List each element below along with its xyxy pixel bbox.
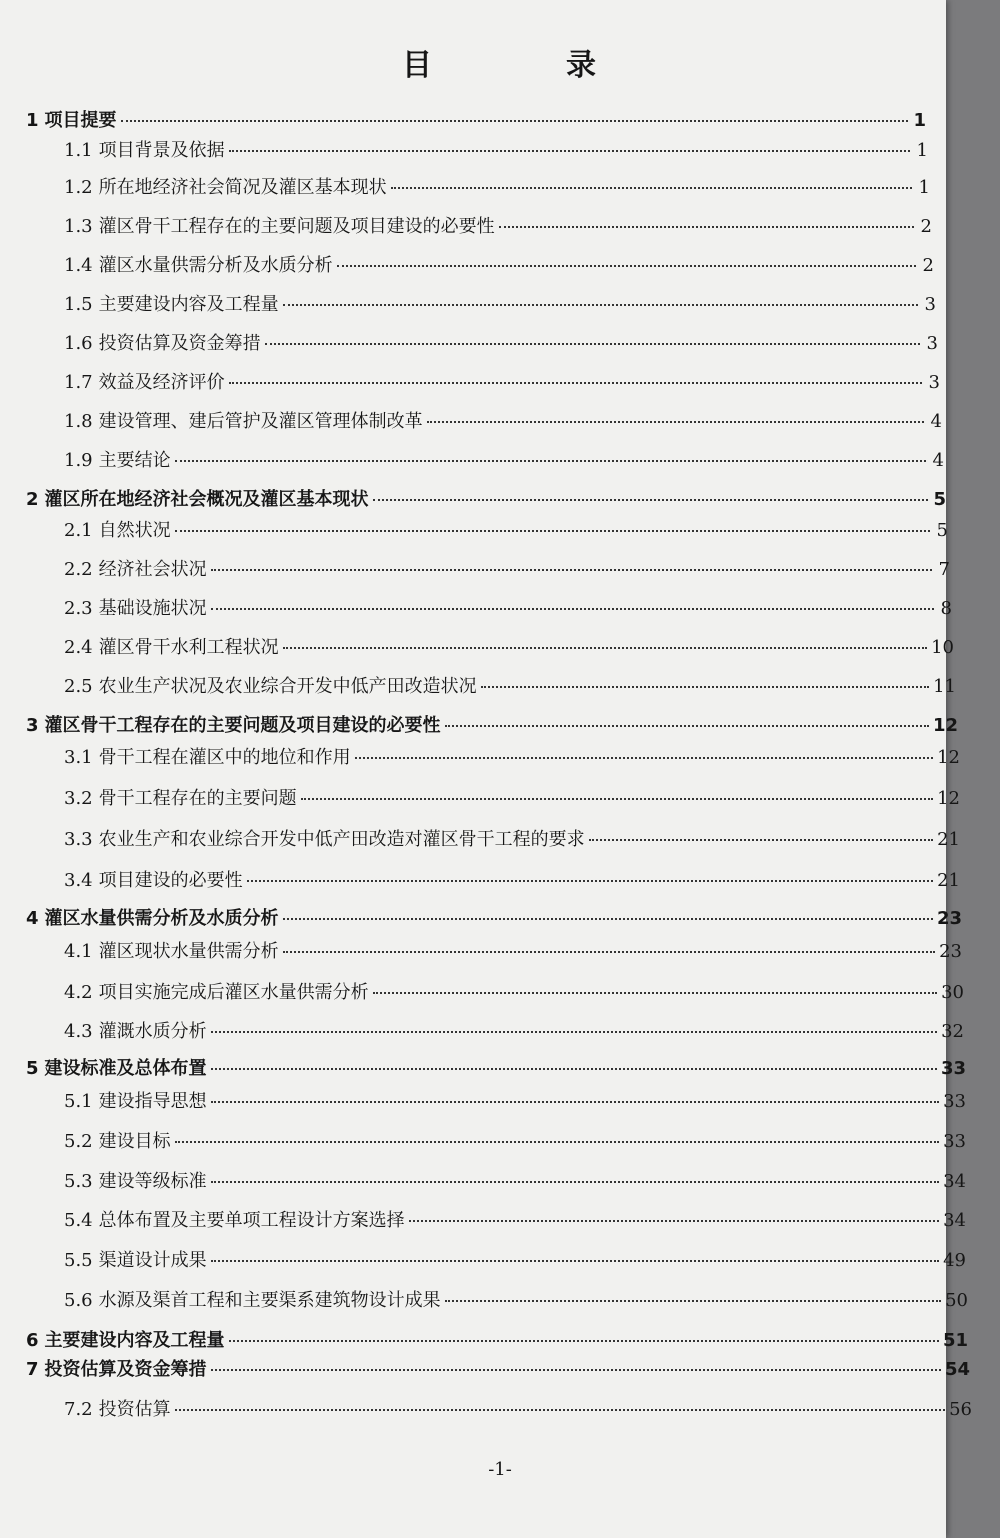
toc-entry-title: 灌区所在地经济社会概况及灌区基本现状 xyxy=(44,489,369,510)
toc-leader-dots xyxy=(211,569,932,571)
toc-leader-dots xyxy=(211,1068,937,1070)
toc-entry[interactable] xyxy=(64,594,952,620)
toc-entry-number: 2.5 xyxy=(64,676,93,697)
toc-entry[interactable] xyxy=(64,633,954,659)
toc-entry-number: 1.9 xyxy=(64,450,93,471)
toc-entry-title: 灌区水量供需分析及水质分析 xyxy=(44,908,279,929)
toc-entry-number: 3.2 xyxy=(64,788,93,809)
toc-leader-dots xyxy=(283,918,933,920)
toc-entry-title: 灌区骨干水利工程状况 xyxy=(98,637,279,658)
toc-entry-number: 2.2 xyxy=(64,559,93,580)
toc-entry[interactable] xyxy=(64,1167,966,1193)
page-number: -1- xyxy=(488,1459,512,1480)
toc-entry-title: 项目实施完成后灌区水量供需分析 xyxy=(98,982,369,1003)
toc-entry-page: 50 xyxy=(945,1290,968,1311)
toc-entry[interactable] xyxy=(64,1395,972,1421)
toc-entry-title: 投资估算及资金筹措 xyxy=(98,333,261,354)
toc-entry[interactable] xyxy=(64,1206,966,1232)
toc-entry-title: 自然状况 xyxy=(98,520,171,541)
toc-entry-page: 33 xyxy=(943,1131,966,1152)
toc-entry[interactable] xyxy=(64,825,960,851)
toc-entry-page: 30 xyxy=(941,982,964,1003)
toc-leader-dots xyxy=(175,1141,939,1143)
toc-entry-page: 2 xyxy=(920,216,932,237)
toc-entry-title: 建设管理、建后管护及灌区管理体制改革 xyxy=(98,411,423,432)
toc-entry-page: 21 xyxy=(937,829,960,850)
toc-entry[interactable] xyxy=(26,711,958,737)
toc-entry-title: 投资估算及资金筹措 xyxy=(44,1359,207,1380)
toc-entry-number: 5.2 xyxy=(64,1131,93,1152)
toc-entry[interactable] xyxy=(26,904,962,930)
toc-entry-title: 灌溉水质分析 xyxy=(98,1021,207,1042)
toc-entry-number: 6 xyxy=(26,1330,39,1351)
toc-leader-dots xyxy=(175,530,930,532)
toc-entry-number: 4 xyxy=(26,908,39,929)
toc-entry-title: 项目背景及依据 xyxy=(98,140,225,161)
toc-entry-number: 5 xyxy=(26,1058,39,1079)
toc-entry-title: 基础设施状况 xyxy=(98,598,207,619)
toc-entry[interactable] xyxy=(64,516,948,542)
toc-entry[interactable] xyxy=(26,485,946,511)
toc-entry-page: 51 xyxy=(942,1330,968,1351)
toc-entry-page: 7 xyxy=(938,559,950,580)
toc-entry[interactable] xyxy=(64,290,936,316)
toc-entry-page: 1 xyxy=(916,140,928,161)
toc-entry[interactable] xyxy=(26,1355,970,1381)
toc-entry-number: 2.4 xyxy=(64,637,93,658)
toc-leader-dots xyxy=(229,150,910,152)
toc-entry-number: 1.3 xyxy=(64,216,93,237)
toc-entry-number: 2.3 xyxy=(64,598,93,619)
toc-entry-title: 主要建设内容及工程量 xyxy=(98,294,279,315)
toc-leader-dots xyxy=(391,187,912,189)
toc-entry-page: 10 xyxy=(931,637,954,658)
toc-entry[interactable] xyxy=(64,329,938,355)
toc-leader-dots xyxy=(211,1101,939,1103)
toc-leader-dots xyxy=(211,1031,937,1033)
toc-entry-page: 5 xyxy=(936,520,948,541)
toc-entry-page: 2 xyxy=(922,255,934,276)
toc-entry-page: 33 xyxy=(943,1091,966,1112)
toc-leader-dots xyxy=(265,343,920,345)
toc-entry-page: 1 xyxy=(918,177,930,198)
toc-leader-dots xyxy=(373,992,937,994)
toc-entry-number: 4.2 xyxy=(64,982,93,1003)
toc-entry-title: 骨干工程在灌区中的地位和作用 xyxy=(98,747,351,768)
toc-entry-page: 8 xyxy=(940,598,952,619)
toc-entry-number: 1.8 xyxy=(64,411,93,432)
toc-entry-number: 7.2 xyxy=(64,1399,93,1420)
toc-entry-page: 34 xyxy=(943,1171,966,1192)
toc-entry[interactable] xyxy=(64,446,944,472)
toc-entry[interactable] xyxy=(64,555,950,581)
toc-leader-dots xyxy=(589,839,933,841)
toc-entry[interactable] xyxy=(64,672,956,698)
toc-entry-title: 灌区骨干工程存在的主要问题及项目建设的必要性 xyxy=(44,715,441,736)
toc-entry-number: 1 xyxy=(26,110,39,131)
toc-entry-title: 灌区骨干工程存在的主要问题及项目建设的必要性 xyxy=(98,216,495,237)
toc-entry-number: 7 xyxy=(26,1359,39,1380)
toc-entry-page: 21 xyxy=(937,870,960,891)
toc-leader-dots xyxy=(301,798,933,800)
toc-entry[interactable] xyxy=(64,1127,966,1153)
toc-entry-number: 3 xyxy=(26,715,39,736)
toc-entry[interactable] xyxy=(64,136,928,162)
toc-entry-title: 建设标准及总体布置 xyxy=(44,1058,207,1079)
toc-entry-number: 1.6 xyxy=(64,333,93,354)
toc-entry-title: 主要建设内容及工程量 xyxy=(44,1330,225,1351)
toc-leader-dots xyxy=(445,725,929,727)
toc-leader-dots xyxy=(481,686,929,688)
toc-entry-number: 5.5 xyxy=(64,1250,93,1271)
toc-entry[interactable] xyxy=(64,937,962,963)
toc-entry-title: 建设指导思想 xyxy=(98,1091,207,1112)
toc-entry-title: 效益及经济评价 xyxy=(98,372,225,393)
toc-entry[interactable] xyxy=(64,212,932,238)
toc-entry-number: 5.6 xyxy=(64,1290,93,1311)
toc-entry-page: 32 xyxy=(941,1021,964,1042)
toc-leader-dots xyxy=(229,382,922,384)
toc-entry-title: 总体布置及主要单项工程设计方案选择 xyxy=(98,1210,405,1231)
toc-entry-title: 水源及渠首工程和主要渠系建筑物设计成果 xyxy=(98,1290,441,1311)
title-char-left: 目 xyxy=(402,48,434,83)
toc-entry-number: 2 xyxy=(26,489,39,510)
toc-entry[interactable] xyxy=(64,784,960,810)
toc-leader-dots xyxy=(373,499,928,501)
toc-entry[interactable] xyxy=(64,1246,966,1272)
toc-entry-page: 1 xyxy=(913,110,926,131)
toc-leader-dots xyxy=(211,1260,939,1262)
toc-entry[interactable] xyxy=(64,1087,966,1113)
toc-entry-page: 12 xyxy=(937,747,960,768)
toc-entry[interactable] xyxy=(26,1054,966,1080)
toc-entry-page: 3 xyxy=(924,294,936,315)
toc-entry-page: 4 xyxy=(930,411,942,432)
toc-leader-dots xyxy=(211,1369,941,1371)
toc-entry-page: 23 xyxy=(939,941,962,962)
toc-entry-number: 3.3 xyxy=(64,829,93,850)
toc-entry-title: 渠道设计成果 xyxy=(98,1250,207,1271)
toc-entry-number: 2.1 xyxy=(64,520,93,541)
toc-entry-page: 12 xyxy=(937,788,960,809)
toc-entry[interactable] xyxy=(64,978,964,1004)
toc-entry-page: 34 xyxy=(943,1210,966,1231)
toc-entry[interactable] xyxy=(64,173,930,199)
toc-entry[interactable] xyxy=(64,407,942,433)
toc-entry-number: 1.4 xyxy=(64,255,93,276)
toc-leader-dots xyxy=(283,647,927,649)
toc-entry-title: 农业生产和农业综合开发中低产田改造对灌区骨干工程的要求 xyxy=(98,829,585,850)
toc-entry-page: 33 xyxy=(940,1058,966,1079)
toc-leader-dots xyxy=(445,1300,941,1302)
toc-entry-page: 4 xyxy=(932,450,944,471)
toc-leader-dots xyxy=(247,880,933,882)
toc-entry-page: 3 xyxy=(928,372,940,393)
toc-entry-number: 3.1 xyxy=(64,747,93,768)
toc-entry-title: 所在地经济社会简况及灌区基本现状 xyxy=(98,177,387,198)
toc-entry[interactable] xyxy=(64,368,940,394)
toc-entry-title: 建设等级标准 xyxy=(98,1171,207,1192)
toc-entry-page: 54 xyxy=(944,1359,970,1380)
toc-entry-number: 5.4 xyxy=(64,1210,93,1231)
toc-leader-dots xyxy=(427,421,924,423)
toc-entry-title: 经济社会状况 xyxy=(98,559,207,580)
toc-entry-page: 56 xyxy=(949,1399,972,1420)
toc-leader-dots xyxy=(229,1340,939,1342)
toc-entry-title: 项目提要 xyxy=(44,110,117,131)
toc-leader-dots xyxy=(211,608,934,610)
toc-entry[interactable] xyxy=(64,1286,968,1312)
toc-entry-title: 项目建设的必要性 xyxy=(98,870,243,891)
toc-leader-dots xyxy=(409,1220,939,1222)
toc-leader-dots xyxy=(499,226,914,228)
toc-entry-number: 3.4 xyxy=(64,870,93,891)
toc-leader-dots xyxy=(283,951,935,953)
toc-entry-title: 投资估算 xyxy=(98,1399,171,1420)
toc-entry-page: 11 xyxy=(933,676,956,697)
toc-entry-title: 灌区水量供需分析及水质分析 xyxy=(98,255,333,276)
toc-leader-dots xyxy=(211,1181,939,1183)
toc-entry-title: 骨干工程存在的主要问题 xyxy=(98,788,297,809)
toc-leader-dots xyxy=(283,304,918,306)
toc-entry-page: 5 xyxy=(933,489,946,510)
toc-leader-dots xyxy=(121,120,908,122)
toc-entry-page: 23 xyxy=(936,908,962,929)
toc-entry-number: 1.2 xyxy=(64,177,93,198)
toc-entry[interactable] xyxy=(64,866,960,892)
title-char-right: 录 xyxy=(566,48,598,83)
toc-entry-title: 主要结论 xyxy=(98,450,171,471)
toc-entry-page: 3 xyxy=(926,333,938,354)
toc-leader-dots xyxy=(175,1409,945,1411)
toc-leader-dots xyxy=(175,460,926,462)
toc-entry-page: 49 xyxy=(943,1250,966,1271)
toc-entry-page: 12 xyxy=(932,715,958,736)
toc-entry-number: 5.1 xyxy=(64,1091,93,1112)
toc-entry[interactable] xyxy=(64,743,960,769)
toc-entry-number: 1.7 xyxy=(64,372,93,393)
toc-entry-number: 4.1 xyxy=(64,941,93,962)
toc-leader-dots xyxy=(337,265,916,267)
toc-entry-title: 灌区现状水量供需分析 xyxy=(98,941,279,962)
toc-leader-dots xyxy=(355,757,933,759)
toc-entry[interactable] xyxy=(26,1326,968,1352)
toc-entry-number: 4.3 xyxy=(64,1021,93,1042)
page-title xyxy=(0,40,1000,84)
toc-entry-title: 建设目标 xyxy=(98,1131,171,1152)
toc-entry[interactable] xyxy=(64,1017,964,1043)
toc-entry[interactable] xyxy=(26,106,926,132)
toc-entry-number: 5.3 xyxy=(64,1171,93,1192)
toc-entry-number: 1.5 xyxy=(64,294,93,315)
toc-entry-number: 1.1 xyxy=(64,140,93,161)
toc-entry[interactable] xyxy=(64,251,934,277)
toc-entry-title: 农业生产状况及农业综合开发中低产田改造状况 xyxy=(98,676,477,697)
